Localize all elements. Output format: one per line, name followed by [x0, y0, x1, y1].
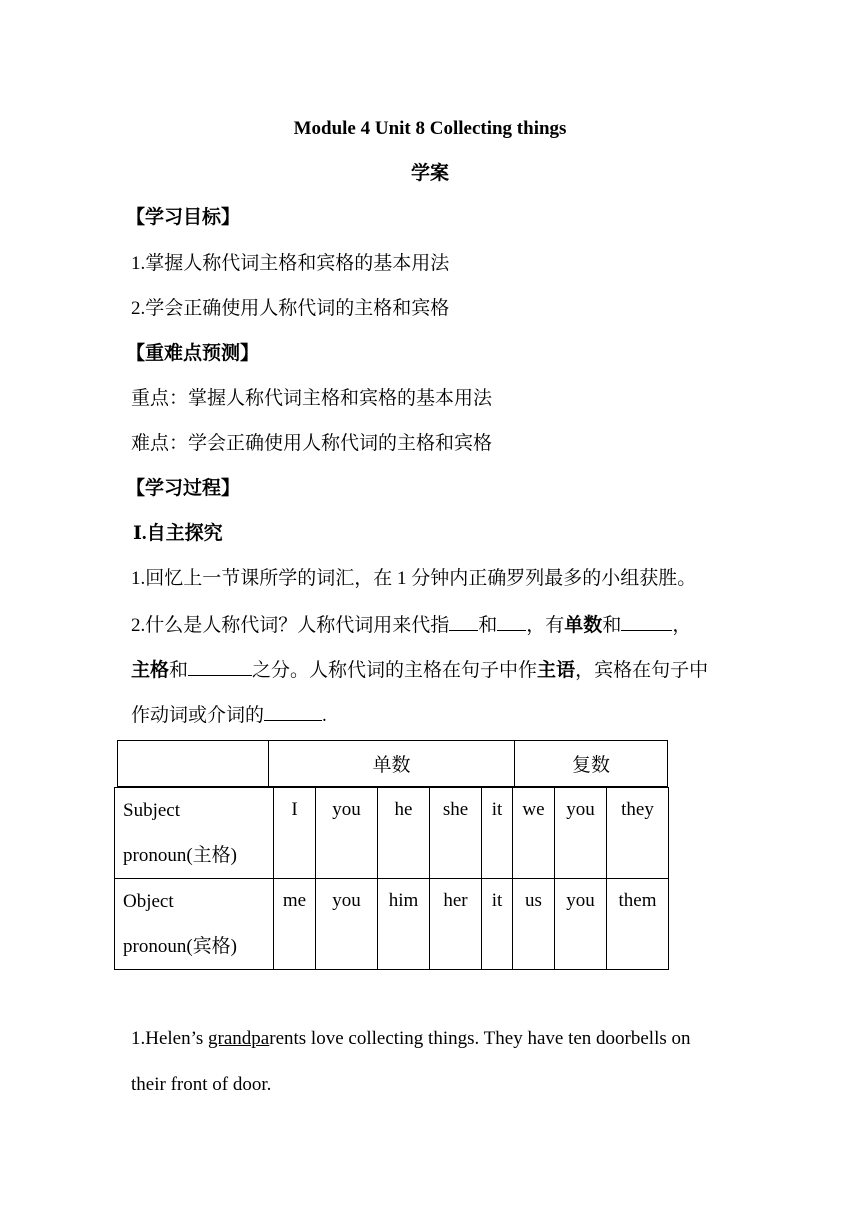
blank-5 — [264, 704, 322, 721]
p2-bold-singular: 单数 — [564, 615, 603, 636]
pronoun-header-table — [117, 740, 668, 787]
exercise-line-1: 1.Helen’s grandparents love collecting things. They have ten doorbells on — [131, 1028, 691, 1049]
table-cell: them — [607, 879, 669, 970]
row-label-subject: Subject pronoun(主格) — [115, 788, 274, 879]
paragraph-2 — [131, 614, 691, 635]
explore-heading: Ⅰ.自主探究 — [133, 523, 223, 544]
key-point: 重点：掌握人称代词主格和宾格的基本用法 — [131, 388, 493, 409]
p2-text-b: 和 — [478, 615, 498, 636]
p4-text-b: . — [322, 705, 327, 726]
p2-text-c: ，有 — [526, 615, 565, 636]
table-cell: us — [513, 879, 555, 970]
table-cell: her — [430, 879, 482, 970]
p4-text-a: 作动词或介词的 — [131, 705, 265, 726]
paragraph-4 — [131, 704, 327, 725]
paragraph-1: 1.回忆上一节课所学的词汇，在 1 分钟内正确罗列最多的小组获胜。 — [131, 568, 697, 589]
exercise-line-2: their front of door. — [131, 1074, 272, 1095]
pronoun-table — [114, 787, 669, 970]
objective-1: 1.掌握人称代词主格和宾格的基本用法 — [131, 253, 450, 274]
header-empty-cell — [118, 741, 269, 787]
document-title: Module 4 Unit 8 Collecting things — [293, 118, 567, 139]
table-cell: she — [430, 788, 482, 879]
blank-2 — [497, 614, 526, 631]
underlined-word: grandpa — [208, 1028, 270, 1049]
difficult-point: 难点：学会正确使用人称代词的主格和宾格 — [131, 433, 493, 454]
table-cell: you — [555, 879, 607, 970]
p2-text-d: 和 — [602, 615, 622, 636]
table-cell: him — [378, 879, 430, 970]
p3-text-a: 和 — [169, 660, 189, 681]
blank-1 — [449, 614, 478, 631]
blank-4 — [188, 659, 252, 676]
p3-bold-subject-case: 主格 — [131, 660, 170, 681]
p2-text-e: ， — [672, 615, 692, 636]
table-row — [115, 788, 669, 879]
p3-text-c: ，宾格在句子中 — [575, 660, 709, 681]
objectives-heading: 【学习目标】 — [126, 207, 241, 228]
table-cell: you — [316, 788, 378, 879]
header-plural: 复数 — [515, 741, 668, 787]
table-cell: I — [274, 788, 316, 879]
header-singular: 单数 — [269, 741, 515, 787]
objective-2: 2.学会正确使用人称代词的主格和宾格 — [131, 298, 450, 319]
table-cell: you — [555, 788, 607, 879]
p3-bold-subject: 主语 — [537, 660, 576, 681]
table-cell: you — [316, 879, 378, 970]
key-points-heading: 【重难点预测】 — [126, 343, 260, 364]
row-label-object: Object pronoun(宾格) — [115, 879, 274, 970]
process-heading: 【学习过程】 — [126, 478, 241, 499]
document-subtitle: 学案 — [410, 163, 449, 184]
table-cell: we — [513, 788, 555, 879]
table-cell: he — [378, 788, 430, 879]
blank-3 — [621, 614, 672, 631]
table-cell: they — [607, 788, 669, 879]
p2-text-a: 2.什么是人称代词？人称代词用来代指 — [131, 615, 450, 636]
table-cell: it — [482, 879, 513, 970]
table-cell: it — [482, 788, 513, 879]
table-cell: me — [274, 879, 316, 970]
table-row — [115, 879, 669, 970]
paragraph-3 — [131, 659, 708, 680]
p3-text-b: 之分。人称代词的主格在句子中作 — [252, 660, 538, 681]
